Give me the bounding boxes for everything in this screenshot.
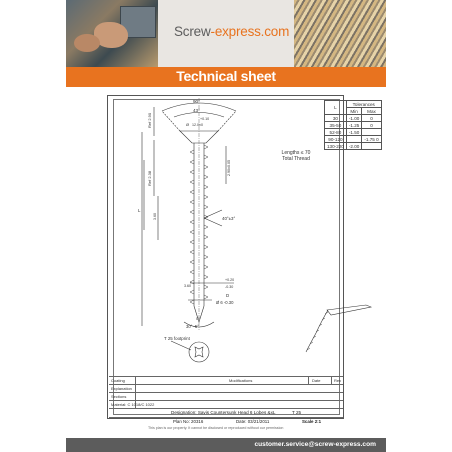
threads-right	[204, 145, 208, 299]
date-label: Date	[312, 378, 321, 383]
table-row	[325, 136, 382, 143]
table-cell: 30	[325, 115, 347, 122]
technical-sheet-page	[66, 0, 386, 452]
head-dim-label: Ø	[186, 122, 190, 127]
tip-tol-up-label: +0.20	[225, 278, 235, 282]
tolerance-col-max: Max	[362, 108, 381, 115]
pitch-label: 3.60	[153, 213, 157, 220]
plan-date: Date: 03/21/2011	[236, 419, 270, 424]
rev-label: Rev	[334, 378, 342, 383]
page-title: Technical sheet	[176, 68, 276, 84]
tolerance-col-l: L	[325, 101, 347, 115]
torx-icon	[195, 347, 203, 357]
angle-top-label: 90°	[193, 99, 200, 104]
thread-angle-lines	[204, 210, 222, 226]
point-angle-a-label: 0°	[196, 316, 200, 321]
d-label: D	[226, 293, 230, 298]
title-block-row-6	[109, 417, 343, 418]
d-value-label: Ø 6 -0.30	[216, 300, 234, 305]
table-row	[325, 143, 382, 150]
table-cell: 90-120	[325, 136, 347, 143]
title-block-date-divider	[308, 376, 309, 384]
plan-scale: Scale 2:1	[302, 419, 322, 424]
point-angle-b-label: 30° -5°	[186, 324, 199, 329]
tolerance-col-title: Tolerances	[346, 101, 381, 108]
table-cell	[362, 143, 381, 150]
table-cell: -1.50	[346, 129, 361, 136]
coating-label: Coating	[111, 378, 125, 383]
angle-inner-label: 43°	[193, 108, 200, 113]
table-cell: 52-80	[325, 129, 347, 136]
title-block-row-5	[109, 408, 343, 409]
table-cell: -1.25	[346, 122, 361, 129]
table-cell: 35-50	[325, 122, 347, 129]
table-cell: -1.00	[346, 115, 361, 122]
table-cell	[362, 129, 381, 136]
title-block-row-3	[109, 392, 343, 393]
tol-lower-label: 12.0±0	[192, 123, 203, 127]
title-block-row-4	[109, 400, 343, 401]
table-cell: -1.75 0	[362, 136, 381, 143]
footer-bar	[66, 438, 386, 452]
sections-label: Sections	[111, 394, 127, 399]
threads-left	[190, 150, 194, 304]
side-screw-shank	[306, 310, 328, 352]
table-cell: 130-220	[325, 143, 347, 150]
table-cell	[346, 136, 361, 143]
logo-brand-text: Screw	[174, 24, 211, 39]
title-block-row-2	[109, 384, 343, 385]
logo-dash-text: -	[210, 24, 215, 39]
plan-number: Plan No: 20316	[173, 419, 204, 424]
designation: Designation: Savis Countersunk Head 6 Lobes &xL	[171, 410, 276, 415]
table-row	[325, 122, 382, 129]
dim-290-label: 2.90±0.05	[227, 160, 231, 176]
table-cell: 0	[362, 122, 381, 129]
t25-label: T 25	[292, 410, 302, 415]
ref-238-label: Ref 2.38	[147, 170, 152, 186]
length-label: L	[138, 208, 141, 213]
title-block-rev-divider	[331, 376, 332, 384]
modifications-label: Modifications	[229, 378, 253, 383]
logo-express-text: express.com	[214, 24, 290, 39]
table-cell: 0	[362, 115, 381, 122]
tolerance-col-min: Min	[346, 108, 361, 115]
table-row	[325, 129, 382, 136]
lengths-line-1: Lengths ≤ 70	[281, 150, 311, 156]
table-row	[325, 115, 382, 122]
material-label: Material: C 1018/C 1022	[111, 402, 155, 407]
ref-290-label: Ref 2.90	[147, 112, 152, 128]
tol-upper-label: +0.10	[200, 117, 210, 121]
side-screw-head	[327, 305, 371, 315]
explanation-label: Explanation	[111, 386, 132, 391]
copyright-notice: This plan is our property. It cannot be disclosed or reproduced without our permission	[148, 426, 284, 430]
tolerance-table	[324, 100, 382, 150]
lengths-note	[270, 150, 322, 162]
table-cell: -2.00	[346, 143, 361, 150]
lengths-line-2: Total Thread	[282, 156, 310, 162]
tip-tol-dn-label: -0.30	[225, 285, 234, 289]
tip-dim-label: 3.60	[184, 284, 191, 288]
thread-angle-label: 40°±3°	[222, 216, 236, 221]
footprint-label: T 25 footprint	[164, 336, 190, 341]
customer-service-email[interactable]: customer.service@screw-express.com	[254, 441, 376, 448]
t25-footprint-circle	[189, 342, 209, 362]
